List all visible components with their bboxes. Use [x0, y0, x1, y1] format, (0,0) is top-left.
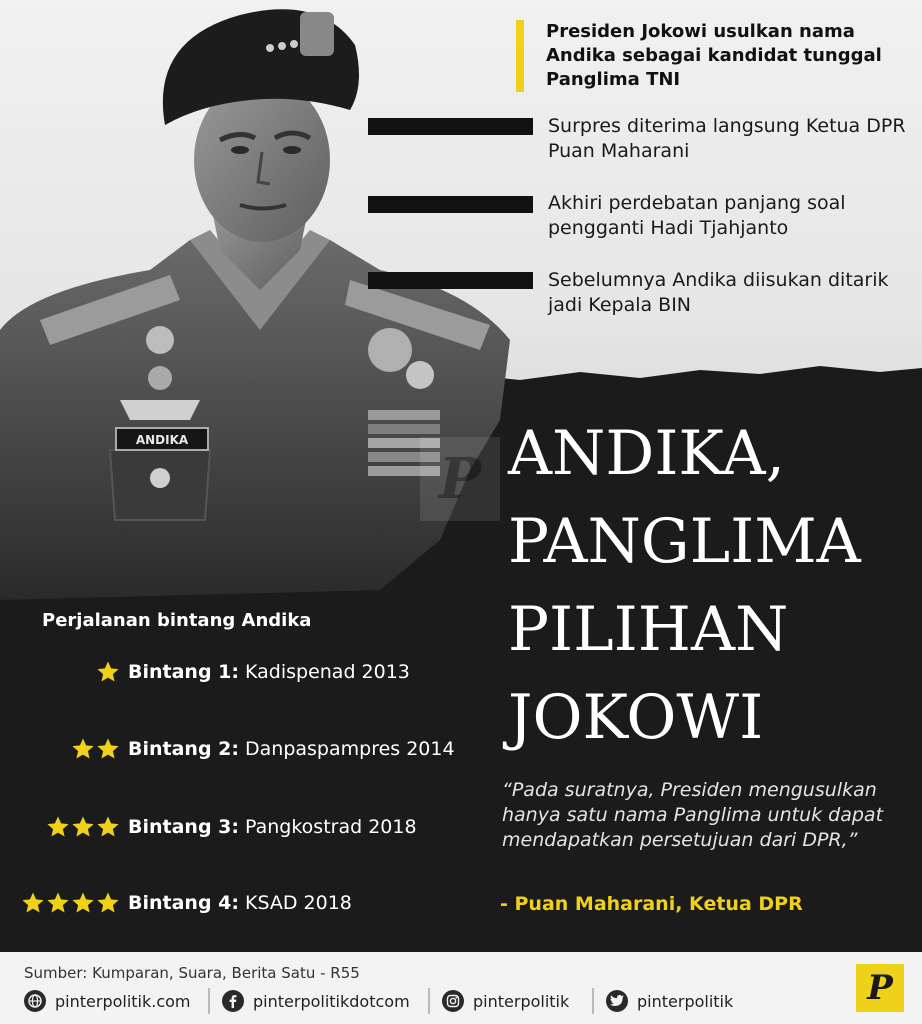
star-icons: [96, 660, 120, 684]
accent-bar: [516, 20, 524, 92]
star-row-1: [96, 660, 410, 684]
divider: [208, 988, 210, 1014]
pointer-bar-1: [368, 118, 533, 135]
watermark-logo: P: [420, 437, 500, 521]
title-line-3: PILIHAN: [508, 594, 789, 665]
star-icon: [96, 891, 120, 915]
pointer-bar-3: [368, 272, 533, 289]
instagram-icon: [442, 990, 464, 1012]
star-icon: [96, 737, 120, 761]
star-detail: Danpaspampres 2014: [245, 738, 455, 760]
star-icon: [96, 660, 120, 684]
star-rank: Bintang 1:: [128, 661, 239, 683]
star-detail: KSAD 2018: [245, 892, 352, 914]
title-line-1: ANDIKA,: [508, 418, 785, 489]
star-icon: [46, 815, 70, 839]
stars-heading: Perjalanan bintang Andika: [42, 610, 312, 631]
source-text: Sumber: Kumparan, Suara, Berita Satu - R55: [24, 964, 360, 982]
social-website[interactable]: [24, 990, 191, 1012]
title-line-4: JOKOWI: [508, 682, 764, 753]
name-tag: ANDIKA: [135, 433, 189, 447]
star-row-2: [71, 737, 455, 761]
star-icon: [71, 815, 95, 839]
social-label: pinterpolitik.com: [55, 991, 191, 1011]
star-rank: Bintang 4:: [128, 892, 239, 914]
twitter-icon: [606, 990, 628, 1012]
star-icons: [21, 891, 120, 915]
facebook-icon: [222, 990, 244, 1012]
star-icon: [21, 891, 45, 915]
pointer-bar-2: [368, 196, 533, 213]
social-label: pinterpolitik: [637, 991, 734, 1011]
social-label: pinterpolitikdotcom: [253, 991, 410, 1011]
star-icon: [71, 891, 95, 915]
social-twitter[interactable]: [606, 990, 733, 1012]
social-label: pinterpolitik: [473, 991, 570, 1011]
star-detail: Pangkostrad 2018: [245, 816, 417, 838]
divider: [428, 988, 430, 1014]
star-rank: Bintang 2:: [128, 738, 239, 760]
social-facebook[interactable]: [222, 990, 410, 1012]
star-icon: [96, 815, 120, 839]
star-icon: [46, 891, 70, 915]
star-icons: [46, 815, 120, 839]
star-icon: [71, 737, 95, 761]
star-rank: Bintang 3:: [128, 816, 239, 838]
star-icons: [71, 737, 120, 761]
point-3: Sebelumnya Andika diisukan ditarik jadi Kepala BIN: [548, 269, 889, 316]
globe-icon: [24, 990, 46, 1012]
divider: [592, 988, 594, 1014]
point-2: Akhiri perdebatan panjang soal pengganti Hadi Tjahjanto: [548, 192, 846, 239]
main-title: [508, 410, 918, 762]
quote-author: - Puan Maharani, Ketua DPR: [500, 893, 803, 915]
point-1: Surpres diterima langsung Ketua DPR Puan Maharani: [548, 115, 906, 162]
title-line-2: PANGLIMA: [508, 506, 861, 577]
star-detail: Kadispenad 2013: [245, 661, 410, 683]
star-row-3: [46, 815, 417, 839]
footer: [0, 952, 922, 1024]
quote-text: “Pada suratnya, Presiden mengusulkan hanya satu nama Panglima untuk dapat mendapatkan persetujuan dari DPR,”: [502, 779, 884, 851]
social-instagram[interactable]: [442, 990, 569, 1012]
brand-logo: P: [856, 964, 904, 1012]
star-row-4: [21, 891, 352, 915]
headline-point: Presiden Jokowi usulkan nama Andika sebagai kandidat tunggal Panglima TNI: [546, 21, 882, 90]
